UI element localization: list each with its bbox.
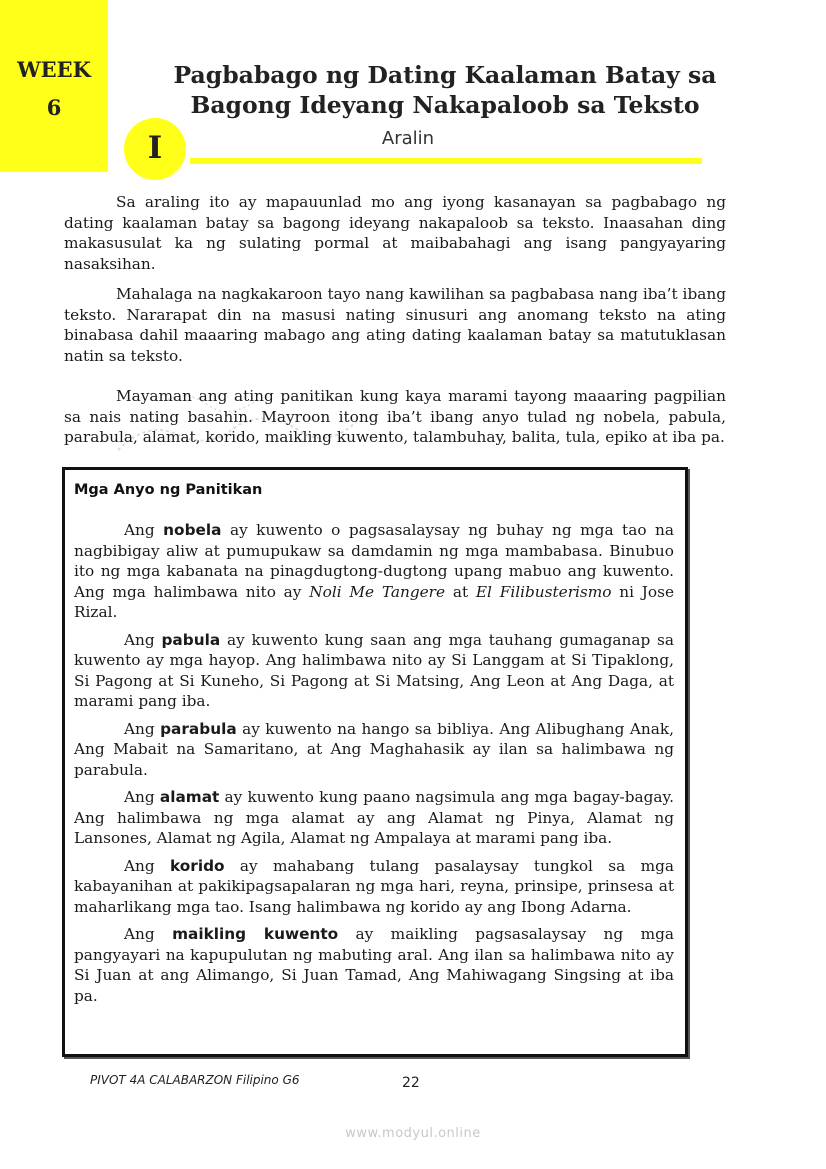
parabula-text: ay kuwento na hango sa bibliya. Ang Alibughang Anak, Ang Mabait na Samaritano, at Ang Maghahasik ay ilan sa halimbawa ng parabula. [74, 719, 674, 779]
nobela-text: ay kuwento o pagsasalaysay ng buhay ng mga tao na nagbibigay aliw at pumupukaw sa damdamin ng mga mambabasa. Binubuo ito ng mga kabanata na pinagdugtong-dugtong upang mabuo ang kuwento. Ang mga halimbawa nito ay [74, 521, 674, 601]
parabula-pre: Ang [124, 719, 161, 738]
box-title: Mga Anyo ng Panitikan [74, 482, 263, 498]
nobela-mid: at [445, 582, 476, 601]
alamat-pre: Ang [124, 788, 160, 806]
week-number: 6 [46, 95, 62, 120]
site-watermark: www.modyul.online [345, 1126, 481, 1141]
pabula-text: ay kuwento kung saan ang mga tauhang gumaganap sa kuwento ay mga hayop. Ang halimbawa nito ay Si Langgam at Si Tipaklong, Si Pagong at Si Kuneho, Si Pagong at Si Matsing, Ang Leon at Ang Daga, at marami pang iba. [74, 630, 674, 710]
section-letter: I [147, 130, 163, 166]
nobela-end: ni Jose Rizal. [74, 582, 674, 621]
noli-title: Noli Me Tangere [309, 582, 446, 601]
pabula-paragraph [74, 630, 674, 712]
nobela-pre: Ang [124, 521, 164, 539]
week-label: WEEK [17, 57, 91, 82]
maikling-kuwento-paragraph [74, 924, 674, 1006]
alamat-text: ay kuwento kung paano nagsimula ang mga bagay-bagay. Ang halimbawa ng mga alamat ay ang Alamat ng Pinya, Alamat ng Lansones, Alamat ng Agila, Alamat ng Ampalaya at marami pang iba. [74, 788, 674, 847]
maikling-text: ay maikling pagsasalaysay ng mga pangyayari na kapupulutan ng mabuting aral. Ang ilan sa halimbawa nito ay Si Juan at ang Alimango, Si Juan Tamad, Ang Mahiwagang Singsing at iba pa. [74, 925, 674, 1005]
korido-term: korido [170, 856, 225, 875]
intro-paragraph-3: Mayaman ang ating panitikan kung kaya marami tayong maaaring pagpilian sa nais nating basahin. Mayroon itong iba’t ibang anyo tulad ng nobela, pabula, parabula, alamat, korido, maikling kuwento, talambuhay, balita, tula, epiko at iba pa. [64, 387, 726, 446]
korido-paragraph [74, 856, 674, 918]
page-title-line1: Pagbabago ng Dating Kaalaman Batay sa [173, 61, 717, 89]
page-title-line2: Bagong Ideyang Nakapaloob sa Teksto [190, 91, 700, 119]
fili-title: El Filibusterismo [475, 582, 612, 601]
week-badge [0, 0, 108, 172]
literature-forms-list [74, 520, 674, 1013]
intro-text [64, 192, 726, 458]
maikling-pre: Ang [124, 925, 173, 943]
pabula-term: pabula [161, 630, 221, 649]
lesson-label: Aralin [381, 128, 435, 149]
korido-text: ay mahabang tulang pasalaysay tungkol sa mga kabayanihan at pakikipagsapalaran ng mga hari, reyna, prinsipe, prinsesa at maharlikang mga tao. Isang halimbawa ng korido ay ang Ibong Adarna. [74, 856, 674, 916]
maikling-term: maikling kuwento [172, 925, 339, 943]
footer-source: PIVOT 4A CALABARZON Filipino G6 [90, 1073, 300, 1087]
alamat-term: alamat [159, 788, 220, 806]
page-title [150, 60, 740, 120]
page-number: 22 [402, 1075, 420, 1091]
parabula-term: parabula [160, 719, 237, 738]
nobela-term: nobela [163, 521, 222, 539]
pabula-pre: Ang [124, 630, 162, 649]
parabula-paragraph [74, 719, 674, 781]
intro-paragraph-1: Sa araling ito ay mapauunlad mo ang iyong kasanayan sa pagbabago ng dating kaalaman batay sa bagong ideyang nakapaloob sa teksto. Inaasahan ding makasusulat ka ng sulating pormal at maibabahagi ang isang pangyayaring nasaksihan. [64, 193, 726, 273]
lesson-underline [190, 158, 702, 164]
intro-paragraph-2: Mahalaga na nagkakaroon tayo nang kawilihan sa pagbabasa nang iba’t ibang teksto. Nararapat din na masusi nating sinusuri ang anomang teksto na ating binabasa dahil maaaring mabago ang ating dating kaalaman batay sa matutuklasan natin sa teksto. [64, 285, 726, 365]
alamat-paragraph [74, 787, 674, 849]
korido-pre: Ang [124, 856, 171, 875]
nobela-paragraph [74, 520, 674, 623]
